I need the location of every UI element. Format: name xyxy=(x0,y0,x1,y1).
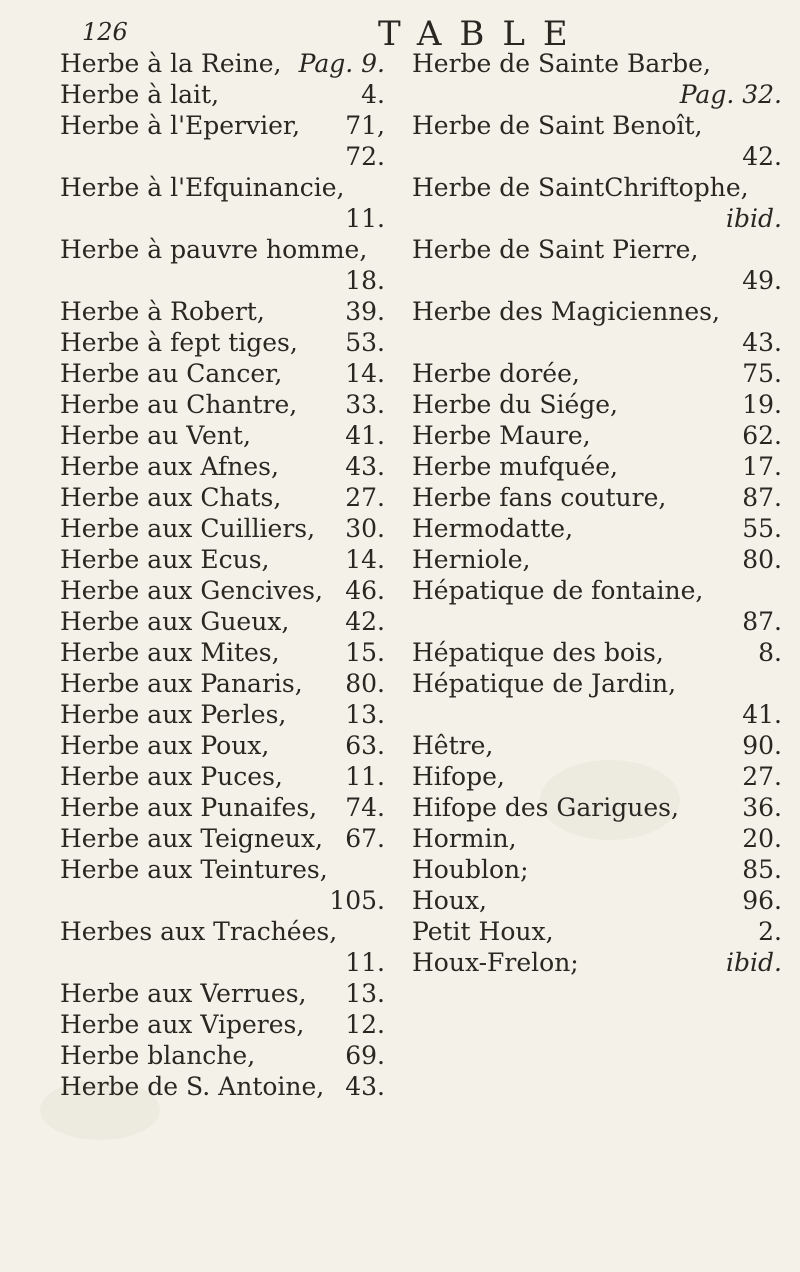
entry-page-ref: 71, xyxy=(345,111,385,140)
entry-term: Herbe au Cancer, xyxy=(60,359,283,388)
index-entry xyxy=(60,668,385,699)
entry-page-ref: 27. xyxy=(345,483,385,512)
entry-page-ref: 2. xyxy=(758,917,782,946)
index-entry xyxy=(60,234,385,265)
index-entry xyxy=(412,234,782,265)
entry-page-ref: 4. xyxy=(361,80,385,109)
index-entry-continuation xyxy=(412,203,782,234)
entry-term: Herbe aux Afnes, xyxy=(60,452,279,481)
entry-page-ref: 90. xyxy=(742,731,782,760)
index-entry-continuation xyxy=(60,141,385,172)
entry-page-ref: 41. xyxy=(345,421,385,450)
entry-page-ref: 11. xyxy=(345,762,385,791)
index-entry xyxy=(60,606,385,637)
index-entry-continuation xyxy=(412,606,782,637)
index-entry xyxy=(60,544,385,575)
entry-page-ref: 105. xyxy=(329,886,385,915)
entry-term: Herbe aux Puces, xyxy=(60,762,283,791)
entry-term: Herbe aux Viperes, xyxy=(60,1010,305,1039)
index-entry xyxy=(412,482,782,513)
entry-page-ref: 13. xyxy=(345,700,385,729)
index-entry xyxy=(60,389,385,420)
entry-term: Herbe Maure, xyxy=(412,421,591,450)
entry-term: Herbe aux Cuilliers, xyxy=(60,514,316,543)
entry-term: Herbe à l'Epervier, xyxy=(60,111,301,140)
index-entry xyxy=(60,1071,385,1102)
index-entry xyxy=(412,854,782,885)
entry-term: Herbe aux Gencives, xyxy=(60,576,323,605)
entry-page-ref: 87. xyxy=(742,607,782,636)
entry-page-ref: 41. xyxy=(742,700,782,729)
entry-term: Petit Houx, xyxy=(412,917,554,946)
entry-term: Herbe aux Chats, xyxy=(60,483,282,512)
index-entry xyxy=(60,761,385,792)
entry-term: Herbes aux Trachées, xyxy=(60,917,338,946)
entry-term: Herbe fans couture, xyxy=(412,483,667,512)
entry-page-ref: 14. xyxy=(345,545,385,574)
entry-page-ref: 42. xyxy=(742,142,782,171)
entry-term: Herniole, xyxy=(412,545,531,574)
entry-term: Herbe de S. Antoine, xyxy=(60,1072,325,1101)
entry-page-ref: 43. xyxy=(345,452,385,481)
entry-term: Herbe de Saint Benoît, xyxy=(412,111,703,140)
index-entry xyxy=(60,1009,385,1040)
entry-term: Herbe de SaintChriftophe, xyxy=(412,173,749,202)
index-entry xyxy=(60,358,385,389)
index-entry xyxy=(412,48,782,79)
entry-page-ref: Pag. 9. xyxy=(298,49,385,78)
index-column-right xyxy=(412,48,782,978)
page-number: 126 xyxy=(82,18,128,46)
entry-page-ref: 43. xyxy=(742,328,782,357)
entry-term: Houblon; xyxy=(412,855,529,884)
entry-term: Herbe dorée, xyxy=(412,359,580,388)
index-entry xyxy=(60,575,385,606)
entry-term: Herbe aux Ecus, xyxy=(60,545,270,574)
entry-term: Herbe mufquée, xyxy=(412,452,618,481)
entry-page-ref: 18. xyxy=(345,266,385,295)
index-entry xyxy=(60,296,385,327)
entry-page-ref: 75. xyxy=(742,359,782,388)
index-entry xyxy=(60,730,385,761)
entry-page-ref: 15. xyxy=(345,638,385,667)
entry-term: Hépatique des bois, xyxy=(412,638,664,667)
index-entry xyxy=(60,172,385,203)
entry-page-ref: 74. xyxy=(345,793,385,822)
index-entry xyxy=(60,637,385,668)
entry-term: Herbe aux Poux, xyxy=(60,731,270,760)
entry-term: Herbe aux Gueux, xyxy=(60,607,290,636)
index-entry xyxy=(412,513,782,544)
entry-term: Herbe aux Perles, xyxy=(60,700,287,729)
index-entry-continuation xyxy=(60,265,385,296)
entry-page-ref: 53. xyxy=(345,328,385,357)
running-title: TABLE xyxy=(378,14,586,54)
index-entry xyxy=(412,296,782,327)
entry-page-ref: 42. xyxy=(345,607,385,636)
index-entry xyxy=(412,792,782,823)
index-entry-continuation xyxy=(412,141,782,172)
entry-term: Hormin, xyxy=(412,824,517,853)
entry-page-ref: 19. xyxy=(742,390,782,419)
index-entry xyxy=(60,327,385,358)
index-entry xyxy=(60,451,385,482)
entry-term: Herbe à fept tiges, xyxy=(60,328,298,357)
entry-term: Hépatique de Jardin, xyxy=(412,669,677,698)
entry-term: Herbe à lait, xyxy=(60,80,220,109)
entry-term: Herbe blanche, xyxy=(60,1041,256,1070)
entry-page-ref: 62. xyxy=(742,421,782,450)
entry-term: Herbe de Saint Pierre, xyxy=(412,235,699,264)
entry-page-ref: 80. xyxy=(742,545,782,574)
entry-term: Herbe au Chantre, xyxy=(60,390,298,419)
entry-term: Hermodatte, xyxy=(412,514,574,543)
entry-term: Hifope, xyxy=(412,762,505,791)
index-entry xyxy=(60,792,385,823)
entry-page-ref: 36. xyxy=(742,793,782,822)
index-entry xyxy=(412,575,782,606)
index-entry xyxy=(60,48,385,79)
index-entry xyxy=(60,420,385,451)
entry-term: Herbe aux Teigneux, xyxy=(60,824,323,853)
entry-page-ref: 20. xyxy=(742,824,782,853)
index-entry xyxy=(412,668,782,699)
entry-term: Herbe à la Reine, xyxy=(60,49,282,78)
index-entry xyxy=(60,482,385,513)
entry-page-ref: 43. xyxy=(345,1072,385,1101)
index-entry xyxy=(412,389,782,420)
index-entry xyxy=(60,823,385,854)
index-entry xyxy=(412,110,782,141)
entry-term: Herbe aux Punaifes, xyxy=(60,793,318,822)
index-entry xyxy=(60,1040,385,1071)
entry-page-ref: 96. xyxy=(742,886,782,915)
entry-page-ref: 11. xyxy=(345,948,385,977)
index-entry xyxy=(60,916,385,947)
entry-term: Houx-Frelon; xyxy=(412,948,579,977)
entry-page-ref: 63. xyxy=(345,731,385,760)
entry-page-ref: ibid. xyxy=(726,204,782,233)
index-entry xyxy=(412,730,782,761)
entry-term: Herbe du Siége, xyxy=(412,390,619,419)
index-entry xyxy=(412,637,782,668)
entry-term: Herbe aux Panaris, xyxy=(60,669,303,698)
entry-term: Herbe de Sainte Barbe, xyxy=(412,49,711,78)
index-entry-continuation xyxy=(60,947,385,978)
index-entry xyxy=(412,885,782,916)
index-entry xyxy=(412,761,782,792)
index-entry xyxy=(60,513,385,544)
entry-page-ref: ibid. xyxy=(726,948,782,977)
entry-page-ref: 87. xyxy=(742,483,782,512)
index-entry xyxy=(412,420,782,451)
index-entry-continuation xyxy=(60,203,385,234)
index-entry xyxy=(412,451,782,482)
entry-term: Herbe des Magiciennes, xyxy=(412,297,720,326)
entry-term: Herbe à pauvre homme, xyxy=(60,235,368,264)
index-entry-continuation xyxy=(412,265,782,296)
entry-page-ref: Pag. 32. xyxy=(679,80,782,109)
entry-term: Herbe aux Verrues, xyxy=(60,979,307,1008)
entry-page-ref: 67. xyxy=(345,824,385,853)
entry-term: Hépatique de fontaine, xyxy=(412,576,704,605)
entry-term: Herbe au Vent, xyxy=(60,421,251,450)
index-entry xyxy=(412,544,782,575)
entry-term: Herbe aux Mites, xyxy=(60,638,280,667)
index-entry xyxy=(412,916,782,947)
entry-page-ref: 39. xyxy=(345,297,385,326)
entry-page-ref: 12. xyxy=(345,1010,385,1039)
entry-page-ref: 14. xyxy=(345,359,385,388)
entry-term: Houx, xyxy=(412,886,487,915)
index-column-left xyxy=(60,48,385,1102)
index-entry xyxy=(412,172,782,203)
index-entry-continuation xyxy=(412,79,782,110)
entry-term: Herbe à l'Efquinancie, xyxy=(60,173,345,202)
index-entry xyxy=(412,947,782,978)
index-entry-continuation xyxy=(412,327,782,358)
entry-page-ref: 13. xyxy=(345,979,385,1008)
index-entry-continuation xyxy=(60,885,385,916)
entry-term: Hifope des Garigues, xyxy=(412,793,679,822)
entry-term: Hêtre, xyxy=(412,731,494,760)
entry-page-ref: 72. xyxy=(345,142,385,171)
entry-page-ref: 85. xyxy=(742,855,782,884)
index-entry xyxy=(60,79,385,110)
index-entry xyxy=(60,854,385,885)
entry-page-ref: 11. xyxy=(345,204,385,233)
entry-page-ref: 80. xyxy=(345,669,385,698)
entry-page-ref: 69. xyxy=(345,1041,385,1070)
index-entry xyxy=(60,699,385,730)
index-entry xyxy=(412,823,782,854)
entry-page-ref: 46. xyxy=(345,576,385,605)
entry-term: Herbe aux Teintures, xyxy=(60,855,328,884)
entry-page-ref: 30. xyxy=(345,514,385,543)
entry-page-ref: 55. xyxy=(742,514,782,543)
entry-page-ref: 8. xyxy=(758,638,782,667)
index-entry-continuation xyxy=(412,699,782,730)
index-entry xyxy=(60,978,385,1009)
index-entry xyxy=(60,110,385,141)
index-entry xyxy=(412,358,782,389)
entry-page-ref: 33. xyxy=(345,390,385,419)
entry-page-ref: 49. xyxy=(742,266,782,295)
entry-page-ref: 27. xyxy=(742,762,782,791)
entry-term: Herbe à Robert, xyxy=(60,297,265,326)
entry-page-ref: 17. xyxy=(742,452,782,481)
